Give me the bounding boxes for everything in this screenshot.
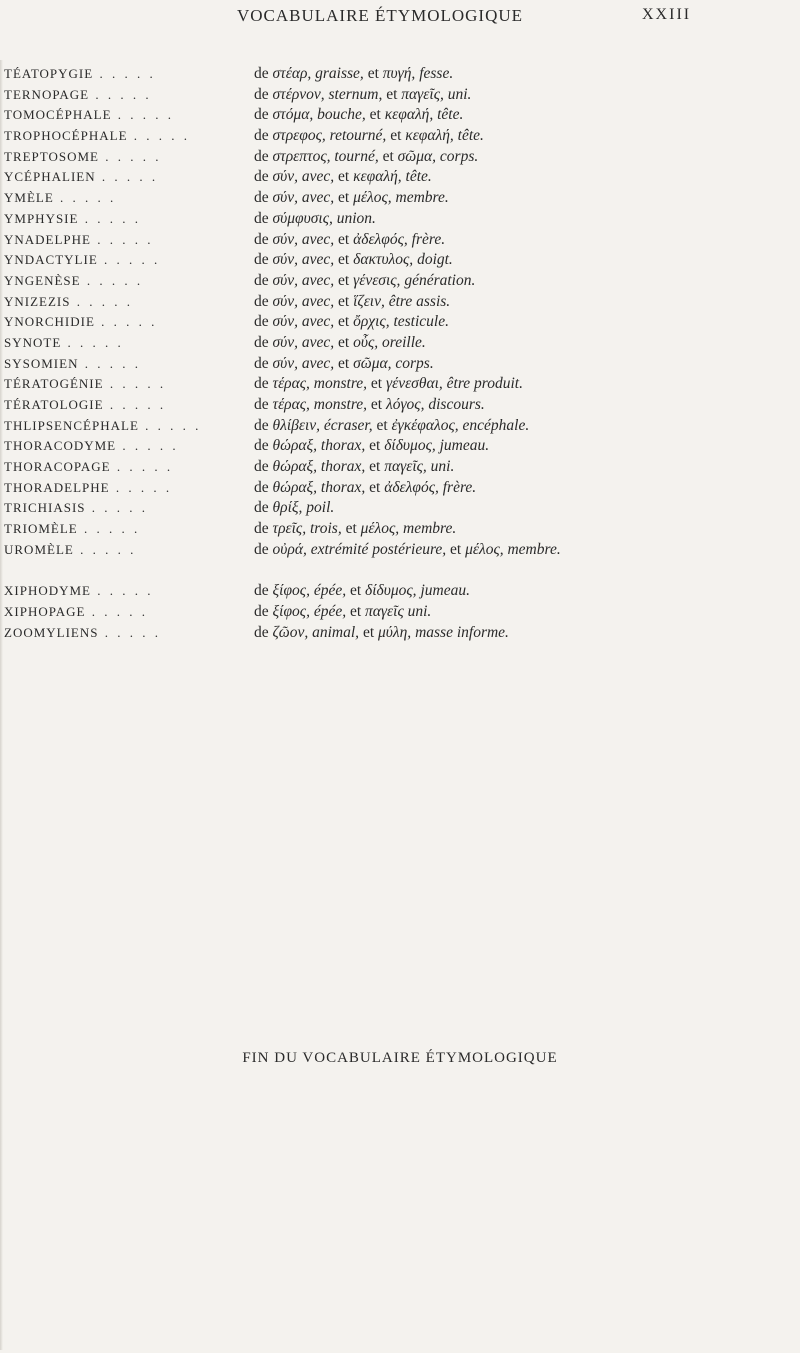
page-title: VOCABULAIRE ÉTYMOLOGIQUE xyxy=(236,6,524,25)
meaning-2: fesse. xyxy=(419,65,454,82)
etymology-de: de xyxy=(254,582,269,600)
vocabulary-entry xyxy=(0,66,800,87)
etymology-de: de xyxy=(254,478,269,496)
meaning-1: thorax, xyxy=(320,437,366,455)
greek-root-1: θώραξ, xyxy=(272,478,318,496)
meaning-2: tête. xyxy=(457,127,484,145)
vocabulary-entry xyxy=(0,356,800,377)
greek-root-2: ὄρχις, xyxy=(353,313,390,331)
term-label: TRIOMÈLE xyxy=(4,521,78,537)
etymology-de: de xyxy=(254,127,269,145)
meaning-1: monstre, xyxy=(313,375,368,393)
term-label: TÉRATOGÉNIE xyxy=(4,376,104,392)
meaning-1: avec, xyxy=(301,230,335,248)
meaning-2: être produit. xyxy=(446,375,523,393)
etymology-de: de xyxy=(254,499,269,517)
greek-root-1: ξίφος, xyxy=(272,582,310,600)
entry-term xyxy=(4,149,244,165)
term-label: UROMÈLE xyxy=(4,541,74,557)
term-label: YNGENÈSE xyxy=(4,272,81,288)
greek-root-2: κεφαλή, xyxy=(384,106,434,124)
etymology-et: et xyxy=(369,478,381,496)
etymology-de: de xyxy=(254,333,269,351)
etymology-et: et xyxy=(338,292,350,310)
vocabulary-entry xyxy=(0,335,800,356)
meaning-1: avec, xyxy=(301,313,335,331)
leader-dots: . . . . . xyxy=(94,314,158,330)
entry-term xyxy=(4,356,244,372)
etymology-et: et xyxy=(386,85,398,103)
entry-term xyxy=(4,418,244,434)
meaning-1: sternum, xyxy=(328,85,383,103)
leader-dots: . . . . . xyxy=(70,293,133,309)
vocabulary-entry xyxy=(0,480,800,501)
leader-dots: . . . . . xyxy=(85,500,149,516)
etymology-et: et xyxy=(369,437,381,455)
vocabulary-entry xyxy=(0,232,800,253)
leader-dots: . . . . . xyxy=(80,272,144,288)
vocabulary-entry xyxy=(0,252,800,273)
greek-root-2: ἐγκέφαλος, xyxy=(391,416,459,434)
meaning-2: tête. xyxy=(405,168,432,186)
meaning-2: membre. xyxy=(507,540,561,558)
leader-dots: . . . . . xyxy=(116,438,179,454)
entry-term xyxy=(4,376,244,392)
vocabulary-entry xyxy=(0,604,800,625)
etymology-de: de xyxy=(254,251,269,269)
greek-root-2: ἵζειν, xyxy=(353,292,385,310)
etymology-de: de xyxy=(254,292,269,310)
meaning-2: membre. xyxy=(395,189,449,207)
term-label: TROPHOCÉPHALE xyxy=(4,128,128,144)
meaning-2: oreille. xyxy=(382,333,426,351)
etymology-et: et xyxy=(349,602,362,620)
entry-term xyxy=(4,542,244,558)
leader-dots: . . . . . xyxy=(109,479,173,495)
leader-dots: . . . . . xyxy=(73,541,137,557)
vocabulary-entry xyxy=(0,397,800,418)
vocabulary-entry xyxy=(0,521,800,542)
vocabulary-entry xyxy=(0,87,800,108)
term-label: SYSOMIEN xyxy=(4,355,79,371)
entry-etymology xyxy=(254,312,794,333)
greek-root-2: μύλη, xyxy=(378,623,412,641)
meaning-1: avec, xyxy=(301,271,335,289)
entry-term xyxy=(4,252,244,268)
vocabulary-entry xyxy=(0,625,800,646)
vocabulary-entry xyxy=(0,418,800,439)
etymology-et: et xyxy=(370,396,383,413)
entry-term xyxy=(4,604,244,620)
greek-root-1: σύν, xyxy=(272,230,299,248)
entry-etymology xyxy=(254,354,794,375)
greek-root-2: δίδυμος, xyxy=(384,437,436,455)
meaning-1: épée, xyxy=(313,602,347,620)
greek-root-1: θρίξ, xyxy=(272,499,303,517)
entry-term xyxy=(4,459,244,475)
etymology-de: de xyxy=(254,540,269,558)
etymology-de: de xyxy=(254,147,269,165)
entry-term xyxy=(4,273,244,289)
leader-dots: . . . . . xyxy=(99,148,162,164)
greek-root-2: κεφαλή, xyxy=(405,127,454,145)
greek-root-2: μέλος, xyxy=(465,540,504,558)
meaning-2: doigt. xyxy=(417,251,453,269)
etymology-de: de xyxy=(254,520,269,538)
entry-term xyxy=(4,625,244,641)
meaning-1: bouche, xyxy=(317,106,366,124)
meaning-1: avec, xyxy=(301,189,335,207)
vocabulary-entry xyxy=(0,459,800,480)
term-label: SYNOTE xyxy=(4,334,62,350)
greek-root-2: κεφαλή, xyxy=(353,168,402,186)
greek-root-1: σύν, xyxy=(272,271,299,289)
term-label: YMÈLE xyxy=(4,190,54,206)
greek-root-2: λόγος, xyxy=(385,396,425,413)
greek-root-1: στέαρ, xyxy=(272,65,312,82)
leader-dots: . . . . . xyxy=(110,459,174,475)
greek-root-2: πυγή, xyxy=(382,65,416,82)
greek-root-1: σύν, xyxy=(272,168,299,186)
entry-term xyxy=(4,438,244,454)
term-label: XIPHODYME xyxy=(4,583,91,599)
term-label: TÉATOPYGIE xyxy=(4,66,94,81)
entry-term xyxy=(4,500,244,516)
entry-etymology xyxy=(254,64,794,85)
leader-dots: . . . . . xyxy=(95,169,159,185)
meaning-2: corps. xyxy=(395,354,434,372)
etymology-de: de xyxy=(254,230,269,248)
etymology-et: et xyxy=(370,375,383,393)
meaning-2: être assis. xyxy=(388,292,451,310)
term-label: YMPHYSIE xyxy=(4,210,79,226)
entry-etymology xyxy=(254,126,794,147)
meaning-1: avec, xyxy=(301,354,335,372)
leader-dots: . . . . . xyxy=(138,417,202,433)
etymology-et: et xyxy=(362,623,375,641)
entry-term xyxy=(4,335,244,351)
etymology-et: et xyxy=(450,540,462,558)
leader-dots: . . . . . xyxy=(77,521,141,537)
etymology-et: et xyxy=(382,147,394,165)
entry-term xyxy=(4,314,244,330)
entry-term xyxy=(4,66,244,82)
etymology-de: de xyxy=(254,168,269,186)
term-label: YNDACTYLIE xyxy=(4,252,98,268)
meaning-1: monstre, xyxy=(313,396,368,413)
entry-term xyxy=(4,87,244,103)
etymology-et: et xyxy=(338,354,350,372)
meaning-1: avec, xyxy=(301,168,335,186)
vocabulary-entry xyxy=(0,583,800,604)
greek-root-2: δακτυλος, xyxy=(353,251,414,269)
vocabulary-entry xyxy=(0,542,800,583)
etymology-de: de xyxy=(254,313,269,331)
term-label: YNORCHIDIE xyxy=(4,314,95,330)
entry-etymology xyxy=(254,498,794,519)
entry-etymology xyxy=(254,333,794,354)
etymology-de: de xyxy=(254,85,269,103)
leader-dots: . . . . . xyxy=(111,107,175,123)
meaning-1: poil. xyxy=(306,499,335,517)
greek-root-1: ξίφος, xyxy=(272,602,310,620)
term-label: THORACODYME xyxy=(4,438,117,454)
entry-etymology xyxy=(254,292,794,313)
meaning-1: thorax, xyxy=(320,478,366,496)
meaning-2: discours. xyxy=(428,396,485,413)
meaning-1: avec, xyxy=(301,251,335,269)
entry-term xyxy=(4,294,244,310)
etymology-et: et xyxy=(338,168,350,186)
greek-root-2: ἀδελφός, xyxy=(353,230,408,248)
etymology-de: de xyxy=(254,458,269,476)
entry-term xyxy=(4,232,244,248)
etymology-de: de xyxy=(254,602,269,620)
etymology-de: de xyxy=(254,189,269,207)
entry-etymology xyxy=(254,374,794,395)
entry-etymology xyxy=(254,457,794,478)
leader-dots: . . . . . xyxy=(103,376,167,392)
meaning-2: frère. xyxy=(411,230,446,248)
entry-etymology xyxy=(254,250,794,271)
etymology-de: de xyxy=(254,271,269,289)
meaning-2: masse informe. xyxy=(415,623,509,641)
entry-etymology xyxy=(254,105,794,126)
meaning-1: union. xyxy=(336,209,376,227)
etymology-et: et xyxy=(338,251,350,269)
etymology-de: de xyxy=(254,65,269,82)
etymology-de: de xyxy=(254,354,269,372)
meaning-2: tête. xyxy=(437,106,464,124)
term-label: TÉRATOLOGIE xyxy=(4,397,104,412)
leader-dots: . . . . . xyxy=(98,624,161,640)
term-label: THORACOPAGE xyxy=(4,459,111,475)
term-label: TREPTOSOME xyxy=(4,148,99,164)
greek-root-1: στόμα, xyxy=(272,106,314,124)
entry-term xyxy=(4,211,244,227)
term-label: YNADELPHE xyxy=(4,231,91,247)
greek-root-2: δίδυμος, xyxy=(365,582,417,600)
vocabulary-entry xyxy=(0,273,800,294)
greek-root-2: οὖς, xyxy=(353,333,379,351)
entry-term xyxy=(4,480,244,496)
term-label: TRICHIASIS xyxy=(4,500,86,516)
meaning-1: avec, xyxy=(301,333,335,351)
greek-root-1: οὐρά, xyxy=(272,540,307,558)
term-label: TOMOCÉPHALE xyxy=(4,107,112,123)
vocabulary-entry xyxy=(0,190,800,211)
etymology-de: de xyxy=(254,106,269,124)
entry-etymology xyxy=(254,478,794,499)
entry-etymology xyxy=(254,416,794,437)
meaning-2: encéphale. xyxy=(462,416,530,434)
greek-root-1: σύν, xyxy=(272,251,299,269)
entry-etymology xyxy=(254,623,794,644)
greek-root-2: γένεσθαι, xyxy=(385,375,443,393)
leader-dots: . . . . . xyxy=(78,355,141,371)
entry-etymology xyxy=(254,147,794,168)
greek-root-1: στρεφος, xyxy=(272,127,326,145)
etymology-et: et xyxy=(369,458,381,476)
meaning-1: trois, xyxy=(309,520,342,538)
meaning-2: génération. xyxy=(404,271,476,289)
entry-etymology xyxy=(254,519,794,540)
greek-root-1: σύμφυσις, xyxy=(272,209,333,227)
entry-term xyxy=(4,169,244,185)
entry-term xyxy=(4,107,244,123)
greek-root-2: μέλος, xyxy=(353,189,392,207)
term-label: THORADELPHE xyxy=(4,479,110,495)
vocabulary-entry xyxy=(0,211,800,232)
etymology-et: et xyxy=(338,230,350,248)
greek-root-1: θώραξ, xyxy=(272,437,318,455)
meaning-1: animal, xyxy=(312,623,360,641)
term-label: YCÉPHALIEN xyxy=(4,169,96,185)
greek-root-2: μέλος, xyxy=(360,520,400,538)
etymology-et: et xyxy=(338,333,350,351)
greek-root-1: σύν, xyxy=(272,292,299,310)
vocabulary-entry xyxy=(0,128,800,149)
meaning-2: uni. xyxy=(407,602,432,620)
greek-root-1: στρεπτος, xyxy=(272,147,331,165)
meaning-2: membre. xyxy=(403,520,457,538)
vocabulary-entry xyxy=(0,438,800,459)
meaning-2: uni. xyxy=(447,85,472,103)
vocabulary-entry xyxy=(0,376,800,397)
meaning-2: frère. xyxy=(442,478,477,496)
entry-etymology xyxy=(254,581,794,602)
greek-root-1: σύν, xyxy=(272,354,299,372)
meaning-1: extrémité postérieure, xyxy=(310,540,447,558)
vocabulary-entry xyxy=(0,294,800,315)
meaning-2: testicule. xyxy=(393,313,449,331)
greek-root-2: ἀδελφός, xyxy=(384,478,439,496)
etymology-et: et xyxy=(369,106,381,124)
leader-dots: . . . . . xyxy=(103,397,167,412)
greek-root-1: σύν, xyxy=(272,313,299,331)
etymology-de: de xyxy=(254,396,269,413)
vocabulary-entry xyxy=(0,149,800,170)
greek-root-1: τέρας, xyxy=(272,396,310,413)
meaning-1: écraser, xyxy=(323,416,373,434)
leader-dots: . . . . . xyxy=(97,252,161,268)
entry-etymology xyxy=(254,436,794,457)
greek-root-2: παγεῖς, xyxy=(401,85,444,103)
meaning-2: corps. xyxy=(439,147,479,165)
greek-root-1: σύν, xyxy=(272,189,299,207)
etymology-de: de xyxy=(254,209,269,227)
greek-root-2: γένεσις, xyxy=(353,271,401,289)
end-note: FIN DU VOCABULAIRE ÉTYMOLOGIQUE xyxy=(242,1050,558,1066)
greek-root-2: σῶμα, xyxy=(353,354,392,372)
etymology-et: et xyxy=(349,582,362,600)
greek-root-1: τρεῖς, xyxy=(272,520,307,538)
entry-etymology xyxy=(254,230,794,251)
etymology-de: de xyxy=(254,623,269,641)
etymology-de: de xyxy=(254,375,269,393)
meaning-1: graisse, xyxy=(315,65,364,82)
greek-root-1: σύν, xyxy=(272,333,299,351)
entry-etymology xyxy=(254,540,794,561)
etymology-de: de xyxy=(254,416,269,434)
leader-dots: . . . . . xyxy=(61,334,124,350)
greek-root-2: παγεῖς, xyxy=(384,458,427,476)
term-label: TERNOPAGE xyxy=(4,86,90,102)
leader-dots: . . . . . xyxy=(93,66,156,81)
vocabulary-entry xyxy=(0,107,800,128)
greek-root-2: παγεῖς xyxy=(365,602,404,620)
entry-term xyxy=(4,190,244,206)
leader-dots: . . . . . xyxy=(91,231,154,247)
leader-dots: . . . . . xyxy=(78,210,141,226)
page-number: XXIII xyxy=(642,6,692,23)
etymology-et: et xyxy=(338,189,350,207)
vocabulary-entry xyxy=(0,500,800,521)
entry-etymology xyxy=(254,188,794,209)
etymology-et: et xyxy=(376,416,388,434)
entry-etymology xyxy=(254,395,794,416)
meaning-1: retourné, xyxy=(329,127,387,145)
meaning-2: uni. xyxy=(430,458,455,476)
greek-root-1: θώραξ, xyxy=(272,458,318,476)
greek-root-1: στέρνον, xyxy=(272,85,325,103)
greek-root-1: ζῶον, xyxy=(272,623,309,641)
term-label: THLIPSENCÉPHALE xyxy=(4,417,139,433)
leader-dots: . . . . . xyxy=(89,86,152,102)
entry-term xyxy=(4,128,244,144)
etymology-et: et xyxy=(338,271,350,289)
term-label: ZOOMYLIENS xyxy=(4,624,99,640)
meaning-1: épée, xyxy=(313,582,347,600)
greek-root-1: τέρας, xyxy=(272,375,310,393)
entry-etymology xyxy=(254,271,794,292)
greek-root-2: σῶμα, xyxy=(397,147,437,165)
entry-etymology xyxy=(254,209,794,230)
entry-etymology xyxy=(254,167,794,188)
term-label: XIPHOPAGE xyxy=(4,603,86,619)
entry-term xyxy=(4,521,244,537)
term-label: YNIZEZIS xyxy=(4,293,71,309)
etymology-et: et xyxy=(390,127,402,145)
vocabulary-list xyxy=(0,66,800,645)
greek-root-1: θλίβειν, xyxy=(272,416,321,434)
etymology-et: et xyxy=(338,313,350,331)
leader-dots: . . . . . xyxy=(85,603,148,619)
vocabulary-entry xyxy=(0,169,800,190)
entry-etymology xyxy=(254,602,794,623)
entry-term xyxy=(4,583,244,599)
meaning-1: thorax, xyxy=(320,458,366,476)
leader-dots: . . . . . xyxy=(127,128,191,144)
meaning-2: jumeau. xyxy=(420,582,470,600)
meaning-2: jumeau. xyxy=(439,437,490,455)
vocabulary-entry xyxy=(0,314,800,335)
etymology-et: et xyxy=(345,520,357,538)
entry-term xyxy=(4,397,244,413)
meaning-1: tourné, xyxy=(334,147,379,165)
leader-dots: . . . . . xyxy=(53,190,117,206)
entry-etymology xyxy=(254,85,794,106)
etymology-de: de xyxy=(254,437,269,455)
leader-dots: . . . . . xyxy=(91,583,154,599)
etymology-et: et xyxy=(367,65,379,82)
meaning-1: avec, xyxy=(301,292,335,310)
